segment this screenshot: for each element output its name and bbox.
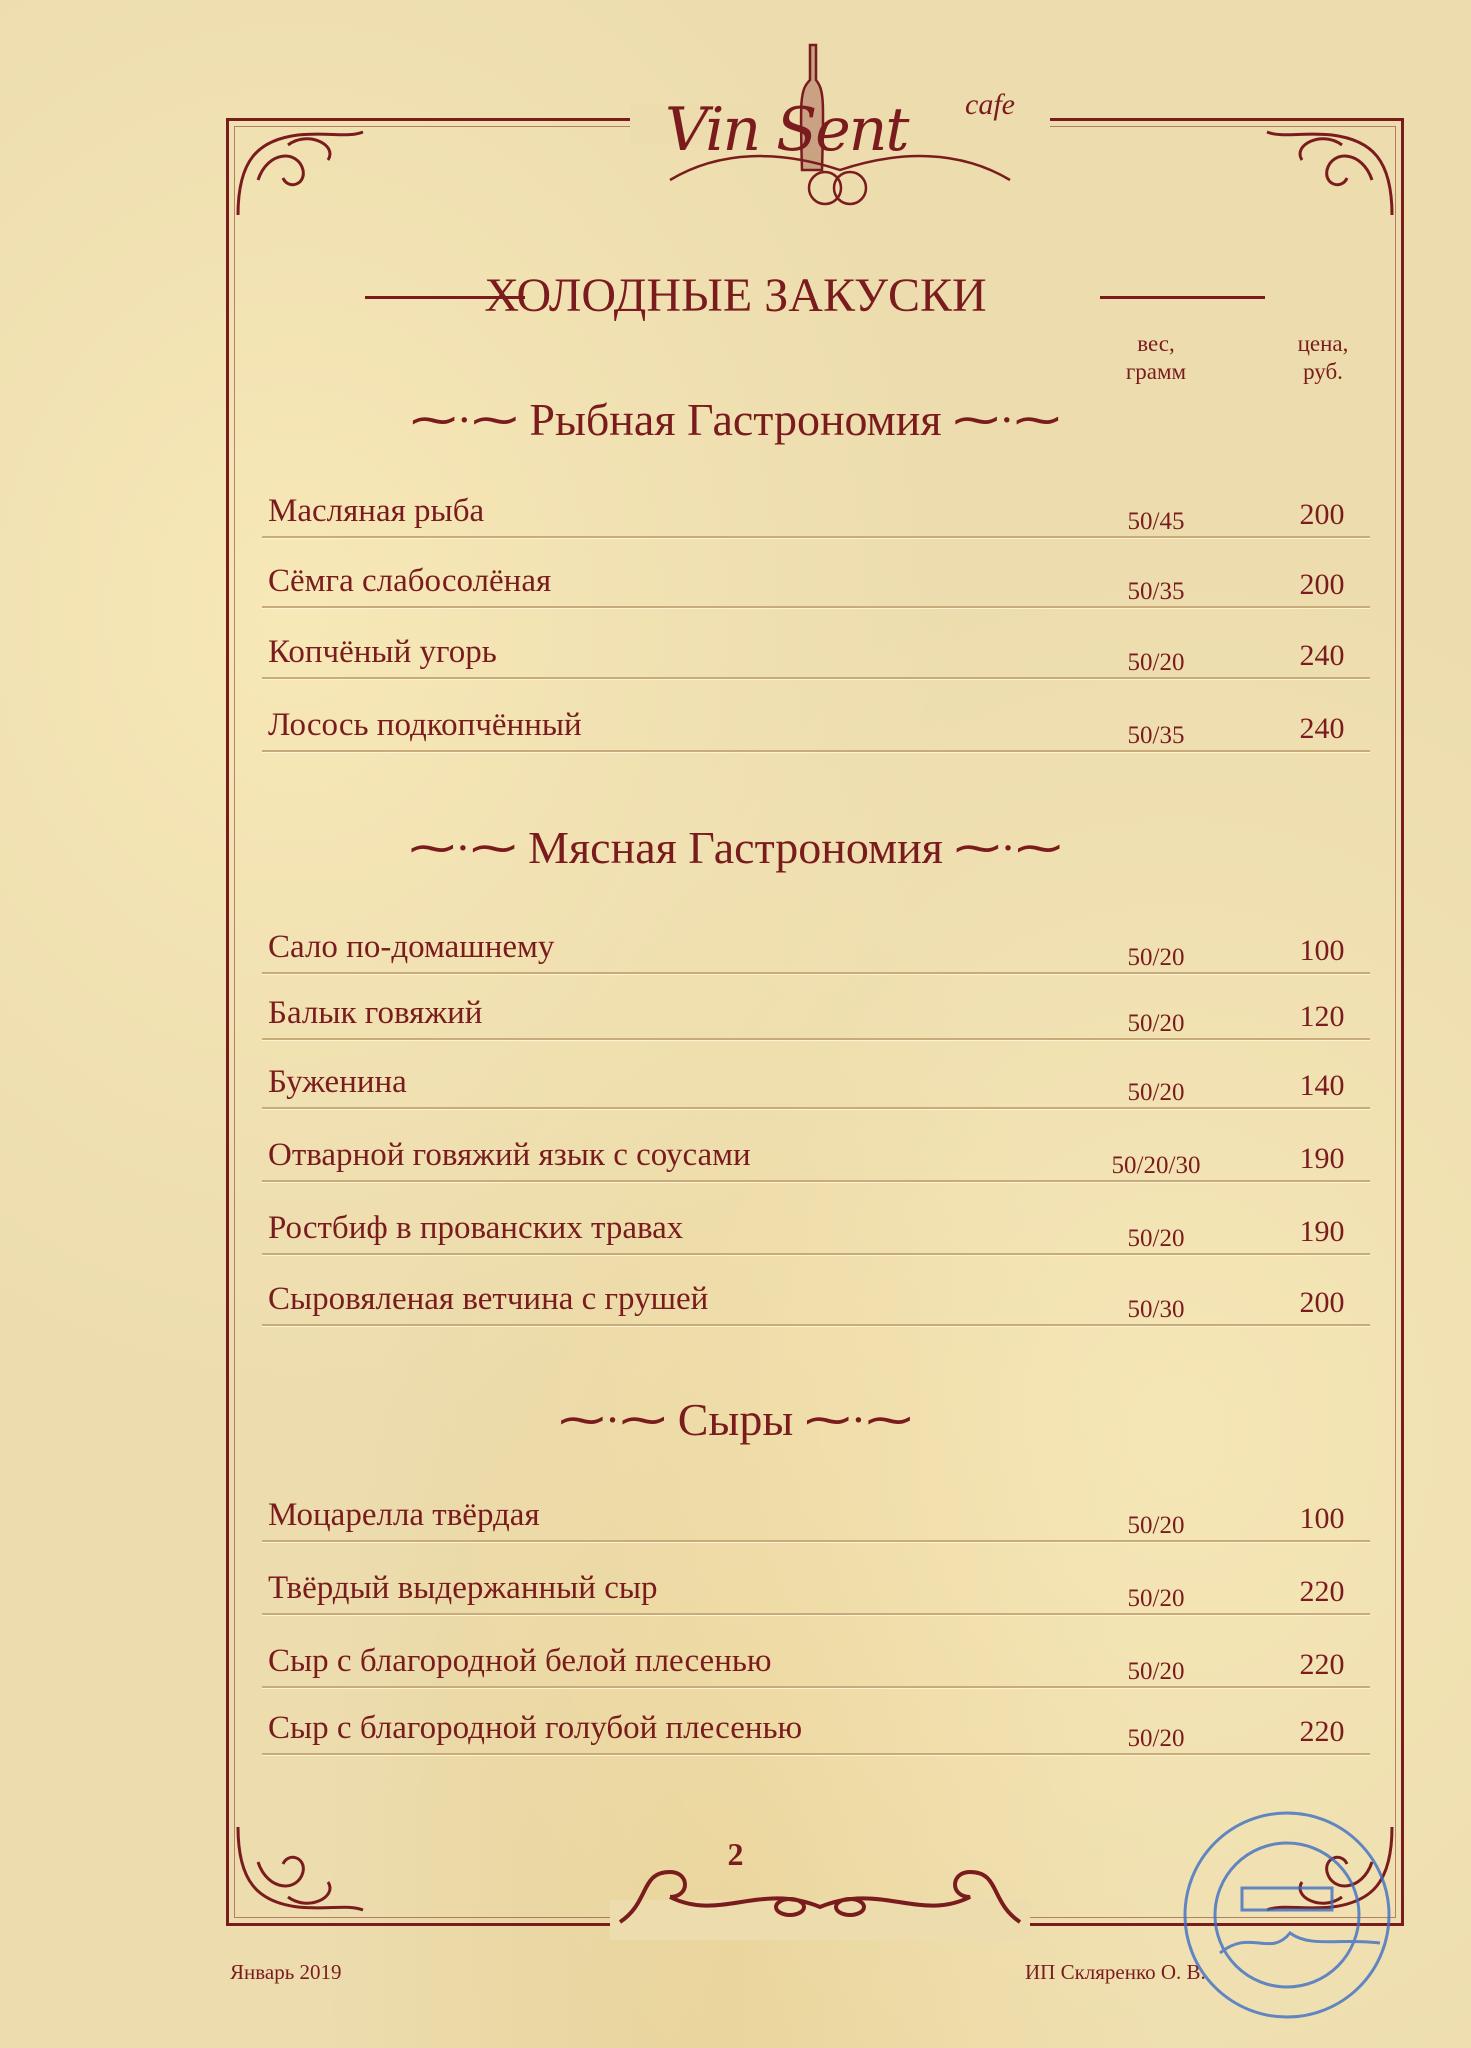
- flourish-left-icon: ⁓·⁓: [558, 1394, 678, 1445]
- item-name: Сыр с благородной голубой плесенью: [268, 1710, 803, 1746]
- menu-item-row: [262, 1710, 1370, 1755]
- page-title: [0, 268, 1471, 323]
- item-price: 200: [1299, 1286, 1345, 1319]
- page-number: 2: [727, 1836, 744, 1872]
- weight-header-line2: грамм: [1125, 359, 1187, 384]
- corner-ornament-top-right: [1262, 120, 1402, 220]
- menu-item-row: [262, 1643, 1370, 1688]
- item-weight: 50/20: [1127, 1512, 1185, 1539]
- section-title-text: Рыбная Гастрономия: [529, 394, 942, 445]
- logo-suffix: cafe: [965, 88, 1015, 121]
- menu-item-row: [262, 995, 1370, 1040]
- item-name: Ростбиф в прованских травах: [268, 1210, 684, 1246]
- item-price: 200: [1299, 568, 1345, 601]
- menu-item-row: [262, 1210, 1370, 1255]
- seal-stamp: [1180, 1808, 1395, 2023]
- item-weight: 50/20: [1127, 1725, 1185, 1752]
- item-price: 120: [1299, 1000, 1345, 1033]
- section-title: [0, 820, 1471, 874]
- item-weight: 50/20: [1127, 1010, 1185, 1037]
- item-weight: 50/20: [1127, 649, 1185, 676]
- item-price: 240: [1299, 639, 1345, 672]
- menu-item-row: [262, 563, 1370, 608]
- item-price: 220: [1299, 1648, 1345, 1681]
- flourish-right-icon: ⁓·⁓: [942, 822, 1062, 873]
- item-weight: 50/20: [1127, 1658, 1185, 1685]
- item-name: Буженина: [268, 1064, 407, 1100]
- bottom-ornament: [610, 1862, 1030, 1932]
- item-weight: 50/20: [1127, 944, 1185, 971]
- price-header-line1: цена,: [1297, 331, 1349, 356]
- item-name: Сёмга слабосолёная: [268, 563, 552, 599]
- item-weight: 50/45: [1127, 508, 1185, 535]
- item-price: 140: [1299, 1069, 1345, 1102]
- item-price: 220: [1299, 1715, 1345, 1748]
- menu-item-row: [262, 1281, 1370, 1326]
- column-header-weight: [1096, 330, 1216, 386]
- flourish-left-icon: ⁓·⁓: [410, 394, 530, 445]
- menu-item-row: [262, 493, 1370, 538]
- menu-item-row: [262, 634, 1370, 679]
- item-weight: 50/20: [1127, 1225, 1185, 1252]
- item-price: 200: [1299, 498, 1345, 531]
- section-title-text: Мясная Гастрономия: [528, 822, 943, 873]
- item-price: 100: [1299, 1502, 1345, 1535]
- item-name: Масляная рыба: [268, 493, 485, 529]
- section-title: [0, 392, 1471, 446]
- item-price: 220: [1299, 1575, 1345, 1608]
- item-name: Балык говяжий: [268, 995, 483, 1031]
- flourish-right-icon: ⁓·⁓: [941, 394, 1061, 445]
- menu-item-row: [262, 1137, 1370, 1182]
- menu-item-row: [262, 1570, 1370, 1615]
- menu-item-row: [262, 1064, 1370, 1109]
- section-title-text: Сыры: [677, 1394, 794, 1445]
- item-price: 240: [1299, 712, 1345, 745]
- item-name: Твёрдый выдержанный сыр: [268, 1570, 658, 1606]
- price-header-line2: руб.: [1303, 359, 1343, 384]
- item-weight: 50/20: [1127, 1079, 1185, 1106]
- menu-item-row: [262, 1497, 1370, 1542]
- item-weight: 50/35: [1127, 578, 1185, 605]
- menu-item-row: [262, 707, 1370, 752]
- item-price: 190: [1299, 1142, 1345, 1175]
- footer-owner: ИП Скляренко О. В.: [1025, 1960, 1206, 1984]
- page-title-text: ХОЛОДНЫЕ ЗАКУСКИ: [484, 269, 987, 322]
- item-price: 190: [1299, 1215, 1345, 1248]
- item-name: Копчёный угорь: [268, 634, 497, 670]
- item-name: Сыр с благородной белой плесенью: [268, 1643, 772, 1679]
- column-header-price: [1263, 330, 1383, 386]
- flourish-left-icon: ⁓·⁓: [409, 822, 529, 873]
- flourish-right-icon: ⁓·⁓: [793, 1394, 913, 1445]
- section-title: [0, 1392, 1471, 1446]
- weight-header-line1: вес,: [1137, 331, 1175, 356]
- item-name: Лосось подкопчённый: [268, 707, 582, 743]
- item-name: Сыровяленая ветчина с грушей: [268, 1281, 709, 1317]
- item-weight: 50/35: [1127, 722, 1185, 749]
- item-weight: 50/20: [1127, 1585, 1185, 1612]
- item-price: 100: [1299, 934, 1345, 967]
- item-name: Сало по-домашнему: [268, 929, 555, 965]
- footer-date: Январь 2019: [230, 1960, 342, 1984]
- item-name: Моцарелла твёрдая: [268, 1497, 540, 1533]
- item-weight: 50/20/30: [1111, 1152, 1201, 1179]
- corner-ornament-top-left: [228, 120, 368, 220]
- item-name: Отварной говяжий язык с соусами: [268, 1137, 751, 1173]
- menu-item-row: [262, 929, 1370, 974]
- item-weight: 50/30: [1127, 1296, 1185, 1323]
- logo-name: Vin Sent: [665, 95, 908, 165]
